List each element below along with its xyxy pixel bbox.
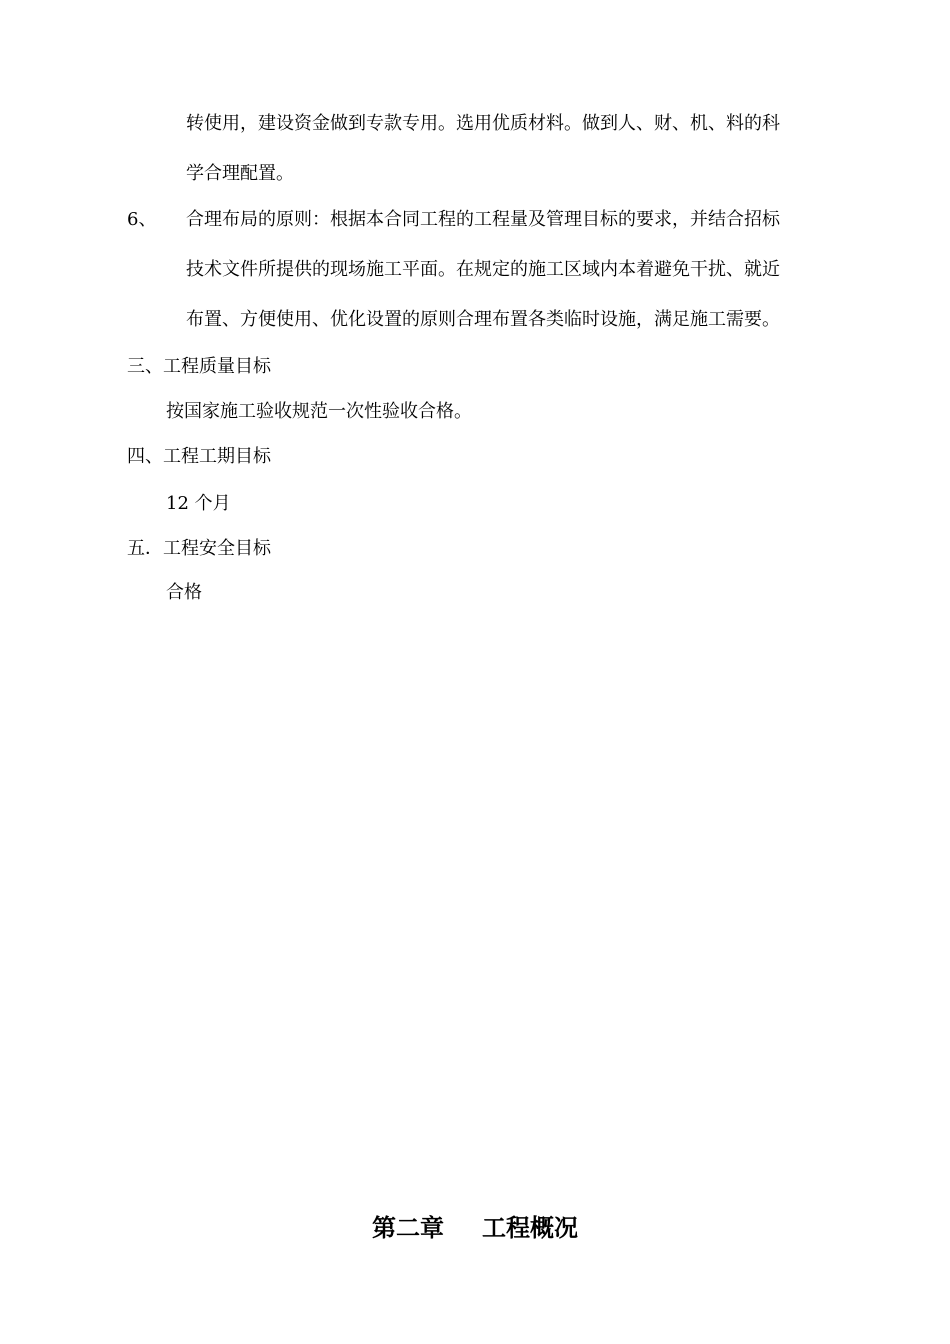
safety-goal-heading: 五．工程安全目标 bbox=[127, 538, 271, 559]
item6-line-2: 技术文件所提供的现场施工平面。在规定的施工区域内本着避免干扰、就近 bbox=[186, 259, 780, 280]
item5-continuation-line-1: 转使用，建设资金做到专款专用。选用优质材料。做到人、财、机、料的科 bbox=[186, 113, 780, 134]
chapter-heading bbox=[0, 1212, 950, 1244]
item6-line-1: 合理布局的原则：根据本合同工程的工程量及管理目标的要求，并结合招标 bbox=[186, 209, 780, 230]
schedule-goal-text: 12 个月 bbox=[166, 493, 231, 514]
item6-number: 6、 bbox=[127, 209, 157, 230]
quality-goal-text: 按国家施工验收规范一次性验收合格。 bbox=[166, 401, 472, 422]
quality-goal-heading: 三、工程质量目标 bbox=[127, 356, 271, 377]
schedule-goal-heading: 四、工程工期目标 bbox=[127, 446, 271, 467]
safety-goal-text: 合格 bbox=[166, 582, 202, 603]
chapter-number: 第二章 bbox=[372, 1214, 444, 1242]
item5-continuation-line-2: 学合理配置。 bbox=[186, 163, 294, 184]
chapter-title: 工程概况 bbox=[482, 1214, 578, 1242]
item6-line-3: 布置、方便使用、优化设置的原则合理布置各类临时设施，满足施工需要。 bbox=[186, 309, 780, 330]
